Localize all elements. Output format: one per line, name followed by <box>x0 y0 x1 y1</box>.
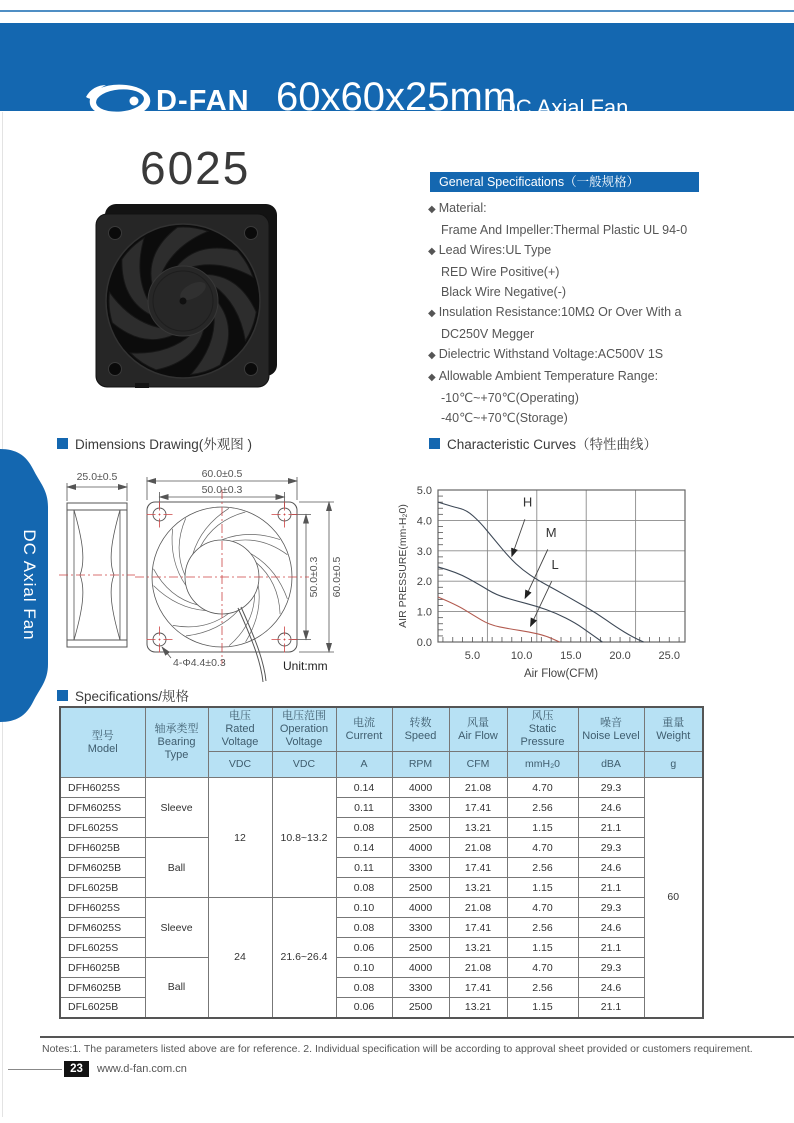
value-cell: 29.3 <box>578 958 644 978</box>
column-header: 型号 Model <box>60 707 145 778</box>
notes-rule <box>40 1036 794 1038</box>
value-cell: 4.70 <box>507 958 578 978</box>
value-cell: 13.21 <box>449 998 507 1018</box>
svg-text:1.0: 1.0 <box>416 606 432 619</box>
table-row <box>60 838 703 858</box>
value-cell: 0.08 <box>336 818 392 838</box>
diamond-bullet-icon: ◆ <box>428 372 436 383</box>
value-cell: 10.8~13.2 <box>272 778 336 898</box>
value-cell: Sleeve <box>145 778 208 838</box>
column-header: 转数 Speed <box>392 707 449 752</box>
section-title-specifications: Specifications/规格 <box>57 685 189 705</box>
general-specs-banner: General Specifications（一般规格） <box>430 172 699 192</box>
spec-item: -40℃~+70℃(Storage) <box>441 411 568 425</box>
value-cell: 1.15 <box>507 818 578 838</box>
column-header: 风量 Air Flow <box>449 707 507 752</box>
spec-item: ◆ Lead Wires:UL Type <box>428 243 552 257</box>
spec-item: ◆ Insulation Resistance:10MΩ Or Over With a <box>428 305 682 319</box>
value-cell: 21.08 <box>449 958 507 978</box>
value-cell: 13.21 <box>449 818 507 838</box>
column-header: 电流 Current <box>336 707 392 752</box>
spec-table-body <box>60 778 703 1018</box>
svg-text:5.0: 5.0 <box>464 650 481 662</box>
header-bar <box>0 23 794 120</box>
fan-photo <box>93 201 281 389</box>
value-cell: 24.6 <box>578 978 644 998</box>
sidebar-label: DC Axial Fan <box>20 529 39 641</box>
column-header: 噪音 Noise Level <box>578 707 644 752</box>
value-cell: 60 <box>644 778 703 1018</box>
value-cell: 2500 <box>392 998 449 1018</box>
table-row <box>60 958 703 978</box>
column-unit: VDC <box>272 752 336 778</box>
table-row <box>60 778 703 798</box>
svg-text:3.0: 3.0 <box>416 545 432 558</box>
section-title-curves: Characteristic Curves（特性曲线） <box>429 433 657 453</box>
value-cell: 12 <box>208 778 272 898</box>
column-header: 电压 Rated Voltage <box>208 707 272 752</box>
model-cell: DFM6025B <box>60 978 145 998</box>
diamond-bullet-icon: ◆ <box>428 350 436 361</box>
value-cell: 0.11 <box>336 798 392 818</box>
value-cell: 21.6~26.4 <box>272 898 336 1018</box>
value-cell: 4000 <box>392 778 449 798</box>
product-size-title: 60x60x25mm <box>276 75 517 119</box>
model-number: 6025 <box>140 142 251 194</box>
value-cell: 1.15 <box>507 878 578 898</box>
value-cell: 4.70 <box>507 778 578 798</box>
column-unit: CFM <box>449 752 507 778</box>
dim-outer-height: 60.0±0.5 <box>331 556 343 598</box>
value-cell: 21.08 <box>449 778 507 798</box>
value-cell: 29.3 <box>578 838 644 858</box>
value-cell: 24.6 <box>578 918 644 938</box>
table-row <box>60 898 703 918</box>
top-rule <box>0 10 794 12</box>
value-cell: 4000 <box>392 838 449 858</box>
value-cell: 0.10 <box>336 898 392 918</box>
svg-text:2.0: 2.0 <box>416 576 432 589</box>
spec-item: RED Wire Positive(+) <box>441 265 560 279</box>
spec-item: -10℃~+70℃(Operating) <box>441 391 579 405</box>
dim-side-width: 25.0±0.5 <box>76 471 118 483</box>
column-unit: dBA <box>578 752 644 778</box>
value-cell: 29.3 <box>578 778 644 798</box>
svg-text:15.0: 15.0 <box>560 650 582 662</box>
value-cell: 1.15 <box>507 998 578 1018</box>
column-unit: RPM <box>392 752 449 778</box>
value-cell: 21.1 <box>578 938 644 958</box>
curve-label-M: M <box>545 525 557 541</box>
value-cell: 21.08 <box>449 898 507 918</box>
footer-line <box>8 1069 62 1070</box>
value-cell: 4000 <box>392 958 449 978</box>
value-cell: 21.1 <box>578 818 644 838</box>
value-cell: 3300 <box>392 798 449 818</box>
page-number: 23 <box>64 1061 89 1077</box>
sidebar-tab <box>0 443 52 728</box>
value-cell: 3300 <box>392 918 449 938</box>
model-cell: DFM6025S <box>60 798 145 818</box>
brand-logo-icon <box>84 83 152 119</box>
model-cell: DFH6025B <box>60 958 145 978</box>
column-header: 风压 Static Pressure <box>507 707 578 752</box>
value-cell: 21.1 <box>578 878 644 898</box>
model-cell: DFL6025B <box>60 998 145 1018</box>
chart-x-axis-label: Air Flow(CFM) <box>523 668 599 680</box>
value-cell: 0.08 <box>336 918 392 938</box>
column-header: 电压范围 Operation Voltage <box>272 707 336 752</box>
spec-item: ◆ Dielectric Withstand Voltage:AC500V 1S <box>428 347 664 361</box>
svg-text:4.0: 4.0 <box>416 515 432 528</box>
value-cell: Ball <box>145 838 208 898</box>
spec-item: DC250V Megger <box>441 327 535 341</box>
value-cell: 24.6 <box>578 798 644 818</box>
spec-table <box>59 706 704 1019</box>
value-cell: 24.6 <box>578 858 644 878</box>
column-unit: A <box>336 752 392 778</box>
curve-label-L: L <box>551 557 559 573</box>
value-cell: 2.56 <box>507 858 578 878</box>
value-cell: 17.41 <box>449 858 507 878</box>
spec-item: ◆ Allowable Ambient Temperature Range: <box>428 369 659 383</box>
section-square-icon <box>429 438 440 449</box>
value-cell: Ball <box>145 958 208 1018</box>
dim-holes-label: 4-Φ4.4±0.3 <box>173 657 226 669</box>
dim-hole-pitch-h: 50.0±0.3 <box>308 556 320 598</box>
value-cell: 4000 <box>392 898 449 918</box>
chart-y-axis-label: AIR PRESSURE(mm-H₂0) <box>397 504 409 628</box>
value-cell: 3300 <box>392 858 449 878</box>
characteristic-curves-chart <box>395 455 705 690</box>
value-cell: 0.08 <box>336 878 392 898</box>
product-type-title: DC Axial Fan <box>500 95 629 120</box>
value-cell: 2500 <box>392 878 449 898</box>
value-cell: 2.56 <box>507 918 578 938</box>
curve-label-H: H <box>522 494 533 510</box>
model-cell: DFL6025B <box>60 878 145 898</box>
spec-item: Frame And Impeller:Thermal Plastic UL 94-0 <box>441 223 688 237</box>
dim-outer-width: 60.0±0.5 <box>201 468 243 480</box>
value-cell: 2.56 <box>507 978 578 998</box>
value-cell: 0.10 <box>336 958 392 978</box>
value-cell: 21.1 <box>578 998 644 1018</box>
value-cell: 17.41 <box>449 918 507 938</box>
diamond-bullet-icon: ◆ <box>428 204 436 215</box>
section-square-icon <box>57 438 68 449</box>
value-cell: 17.41 <box>449 798 507 818</box>
svg-text:20.0: 20.0 <box>609 650 631 662</box>
value-cell: 4.70 <box>507 898 578 918</box>
value-cell: 29.3 <box>578 898 644 918</box>
fan-photo-image <box>93 201 281 389</box>
column-header: 重量 Weight <box>644 707 703 752</box>
value-cell: Sleeve <box>145 898 208 958</box>
value-cell: 2500 <box>392 938 449 958</box>
diamond-bullet-icon: ◆ <box>428 308 436 319</box>
website: www.d-fan.com.cn <box>97 1063 187 1075</box>
notes: Notes:1. The parameters listed above are for reference. 2. Individual specification will be according to approval sheet provided or customers requirement. <box>42 1043 753 1055</box>
value-cell: 13.21 <box>449 878 507 898</box>
model-cell: DFL6025S <box>60 938 145 958</box>
general-specs-list <box>428 198 728 428</box>
diamond-bullet-icon: ◆ <box>428 246 436 257</box>
value-cell: 0.06 <box>336 938 392 958</box>
dim-unit-label: Unit:mm <box>283 659 328 673</box>
value-cell: 17.41 <box>449 978 507 998</box>
dimensions-drawing <box>55 468 390 693</box>
curve-H <box>438 502 644 642</box>
column-unit: g <box>644 752 703 778</box>
value-cell: 2.56 <box>507 798 578 818</box>
svg-text:0.0: 0.0 <box>416 637 432 649</box>
spec-item: ◆ Material: <box>428 201 487 215</box>
value-cell: 24 <box>208 898 272 1018</box>
dim-hole-pitch-w: 50.0±0.3 <box>201 484 243 496</box>
value-cell: 0.14 <box>336 838 392 858</box>
model-cell: DFH6025S <box>60 898 145 918</box>
column-unit: VDC <box>208 752 272 778</box>
model-cell: DFL6025S <box>60 818 145 838</box>
value-cell: 21.08 <box>449 838 507 858</box>
svg-text:5.0: 5.0 <box>416 485 432 497</box>
section-title-dimensions: Dimensions Drawing(外观图 ) <box>57 433 252 453</box>
value-cell: 2500 <box>392 818 449 838</box>
value-cell: 13.21 <box>449 938 507 958</box>
value-cell: 4.70 <box>507 838 578 858</box>
model-cell: DFM6025S <box>60 918 145 938</box>
value-cell: 1.15 <box>507 938 578 958</box>
value-cell: 0.11 <box>336 858 392 878</box>
spec-item: Black Wire Negative(-) <box>441 285 567 299</box>
model-cell: DFH6025S <box>60 778 145 798</box>
value-cell: 0.08 <box>336 978 392 998</box>
svg-text:25.0: 25.0 <box>658 650 680 662</box>
column-header: 轴承类型 Bearing Type <box>145 707 208 778</box>
spec-table-header <box>60 707 703 778</box>
column-unit: mmH₂0 <box>507 752 578 778</box>
value-cell: 3300 <box>392 978 449 998</box>
brand <box>84 83 250 119</box>
brand-name: D-FAN <box>156 84 250 117</box>
model-cell: DFM6025B <box>60 858 145 878</box>
svg-text:10.0: 10.0 <box>510 650 533 662</box>
model-cell: DFH6025B <box>60 838 145 858</box>
value-cell: 0.14 <box>336 778 392 798</box>
value-cell: 0.06 <box>336 998 392 1018</box>
